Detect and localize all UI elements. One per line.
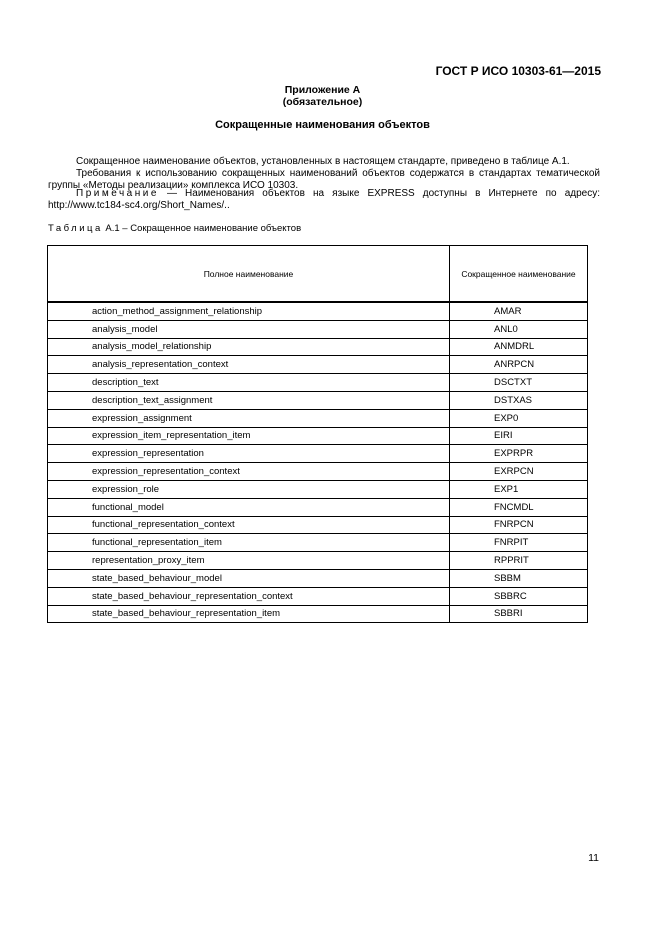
requirements-text: Требования к использованию сокращенных наименований объектов содержатся в стандартах тематической группы «Методы реализации» комплекса ИСО 10303. [48, 168, 600, 191]
table-row [48, 463, 588, 481]
full-name-cell: state_based_behaviour_representation_context [48, 587, 450, 605]
short-name-cell: RPPRIT [450, 552, 588, 570]
table-header-row [48, 246, 588, 303]
short-name-cell: DSCTXT [450, 374, 588, 392]
section-title: Сокращенные наименования объектов [215, 119, 430, 131]
short-name-cell: ANMDRL [450, 338, 588, 356]
table-row [48, 480, 588, 498]
short-name-cell: FNCMDL [450, 498, 588, 516]
full-name-cell: description_text [48, 374, 450, 392]
short-name-cell: SBBRI [450, 605, 588, 623]
table-row [48, 569, 588, 587]
short-name-cell: FNRPIT [450, 534, 588, 552]
table-row [48, 374, 588, 392]
full-name-cell: expression_representation [48, 445, 450, 463]
short-name-cell: EXPRPR [450, 445, 588, 463]
short-name-cell: EXRPCN [450, 463, 588, 481]
full-name-cell: expression_representation_context [48, 463, 450, 481]
table-row [48, 587, 588, 605]
page-number: 11 [588, 852, 599, 864]
full-name-cell: expression_role [48, 480, 450, 498]
full-name-cell: analysis_representation_context [48, 356, 450, 374]
full-name-cell: expression_assignment [48, 409, 450, 427]
short-name-cell: AMAR [450, 302, 588, 320]
table-row [48, 391, 588, 409]
full-name-cell: functional_model [48, 498, 450, 516]
table-row [48, 409, 588, 427]
short-name-cell: DSTXAS [450, 391, 588, 409]
full-name-cell: analysis_model_relationship [48, 338, 450, 356]
short-name-cell: FNRPCN [450, 516, 588, 534]
short-name-cell: EXP0 [450, 409, 588, 427]
annex-status: (обязательное) [282, 96, 363, 108]
note-paragraph [48, 188, 600, 212]
standard-code: ГОСТ Р ИСО 10303-61—2015 [435, 64, 601, 78]
table-row [48, 356, 588, 374]
full-name-cell: expression_item_representation_item [48, 427, 450, 445]
table-body [48, 302, 588, 623]
table-row [48, 302, 588, 320]
table-caption-text: А.1 – Сокращенное наименование объектов [102, 223, 302, 234]
full-name-cell: functional_representation_item [48, 534, 450, 552]
annex-title: Приложение А [284, 84, 361, 96]
table-row [48, 552, 588, 570]
table-row [48, 338, 588, 356]
short-names-table [47, 245, 588, 623]
full-name-cell: state_based_behaviour_representation_item [48, 605, 450, 623]
full-name-cell: description_text_assignment [48, 391, 450, 409]
table-row [48, 445, 588, 463]
column-header-short-name: Сокращенное наименование [450, 246, 588, 303]
intro-paragraph [48, 156, 600, 168]
full-name-cell: state_based_behaviour_model [48, 569, 450, 587]
short-name-cell: EXP1 [450, 480, 588, 498]
full-name-cell: functional_representation_context [48, 516, 450, 534]
short-name-cell: ANRPCN [450, 356, 588, 374]
short-name-cell: ANL0 [450, 320, 588, 338]
column-header-full-name: Полное наименование [48, 246, 450, 303]
full-name-cell: action_method_assignment_relationship [48, 302, 450, 320]
intro-text: Сокращенное наименование объектов, установленных в настоящем стандарте, приведено в таблице А.1. [76, 156, 570, 167]
full-name-cell: analysis_model [48, 320, 450, 338]
note-text: — Наименования объектов на языке EXPRESS доступны в Интернете по адресу: http://www.tc184-sc4.org/Short_Names/.. [48, 188, 600, 211]
table-row [48, 534, 588, 552]
note-label: Примечание [76, 188, 159, 199]
table-row [48, 320, 588, 338]
table-row [48, 605, 588, 623]
table-caption-label: Таблица [48, 223, 103, 234]
short-name-cell: SBBRC [450, 587, 588, 605]
table-caption [48, 223, 301, 234]
full-name-cell: representation_proxy_item [48, 552, 450, 570]
short-name-cell: EIRI [450, 427, 588, 445]
short-name-cell: SBBM [450, 569, 588, 587]
table-row [48, 498, 588, 516]
table-row [48, 427, 588, 445]
table-row [48, 516, 588, 534]
